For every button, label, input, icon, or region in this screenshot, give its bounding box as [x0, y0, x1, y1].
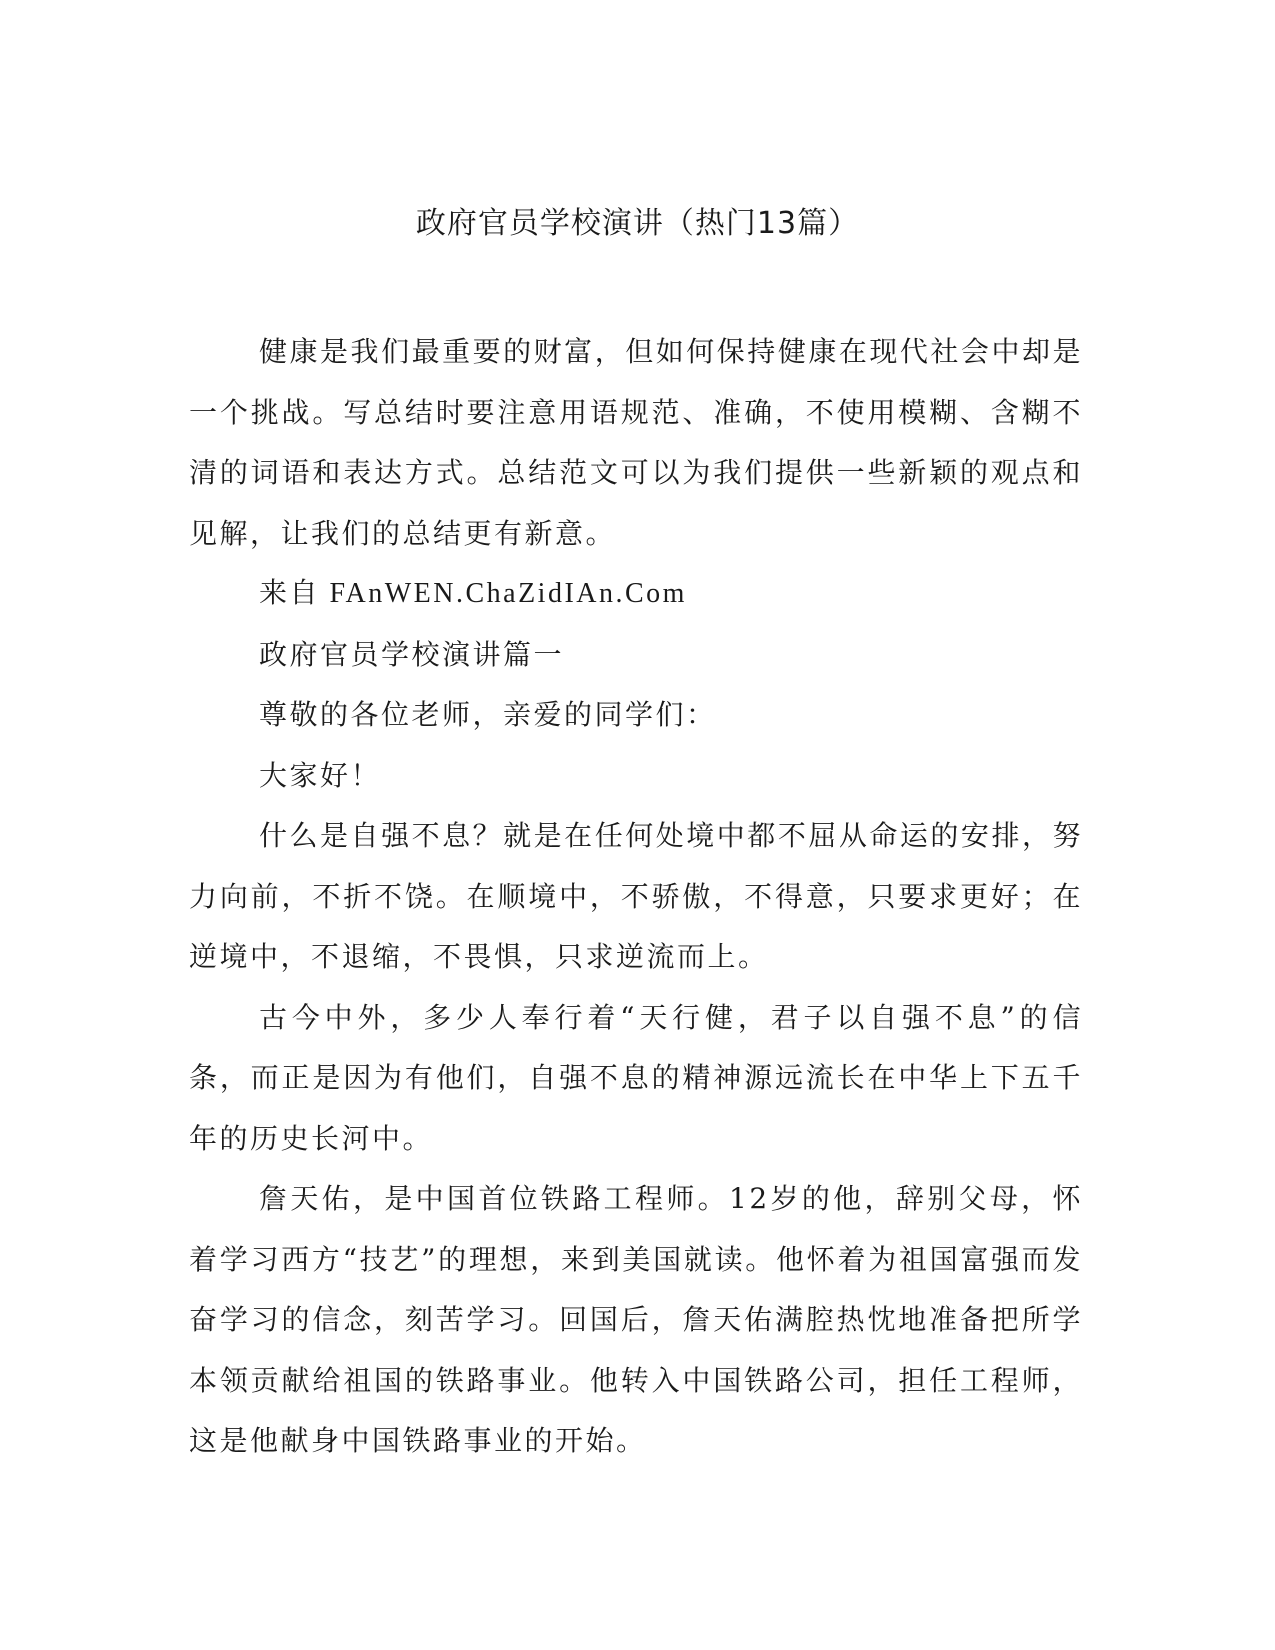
document-title: 政府官员学校演讲（热门13篇）	[415, 206, 860, 241]
paragraph-source: 来自 FAnWEN.ChaZidIAn.Com	[259, 578, 687, 609]
paragraph-section-heading: 政府官员学校演讲篇一	[259, 637, 565, 671]
paragraph-salutation: 尊敬的各位老师，亲爱的同学们：	[259, 698, 717, 731]
paragraph-zhan-tianyou: 詹天佑，是中国首位铁路工程师。12岁的他，辞别父母，怀着学习西方“技艺”的理想，来到美国就读。他怀着为祖国富强而发奋学习的信念，刻苦学习。回国后，詹天佑满腔热忱地准备把所学本领贡献给祖国的铁路事业。他转入中国铁路公司，担任工程师，这是他献身中国铁路事业的开始。	[189, 1182, 1083, 1457]
paragraph-intro: 健康是我们最重要的财富，但如何保持健康在现代社会中却是一个挑战。写总结时要注意用语规范、准确，不使用模糊、含糊不清的词语和表达方式。总结范文可以为我们提供一些新颖的观点和见解，让我们的总结更有新意。	[189, 335, 1083, 550]
document-body	[189, 322, 1083, 1472]
paragraph-greeting: 大家好！	[259, 758, 382, 792]
paragraph-history: 古今中外，多少人奉行着“天行健，君子以自强不息”的信条，而正是因为有他们，自强不息的精神源远流长在中华上下五千年的历史长河中。	[189, 1000, 1083, 1155]
paragraph-definition: 什么是自强不息？就是在任何处境中都不屈从命运的安排，努力向前，不折不饶。在顺境中，不骄傲，不得意，只要求更好；在逆境中，不退缩，不畏惧，只求逆流而上。	[189, 819, 1083, 973]
